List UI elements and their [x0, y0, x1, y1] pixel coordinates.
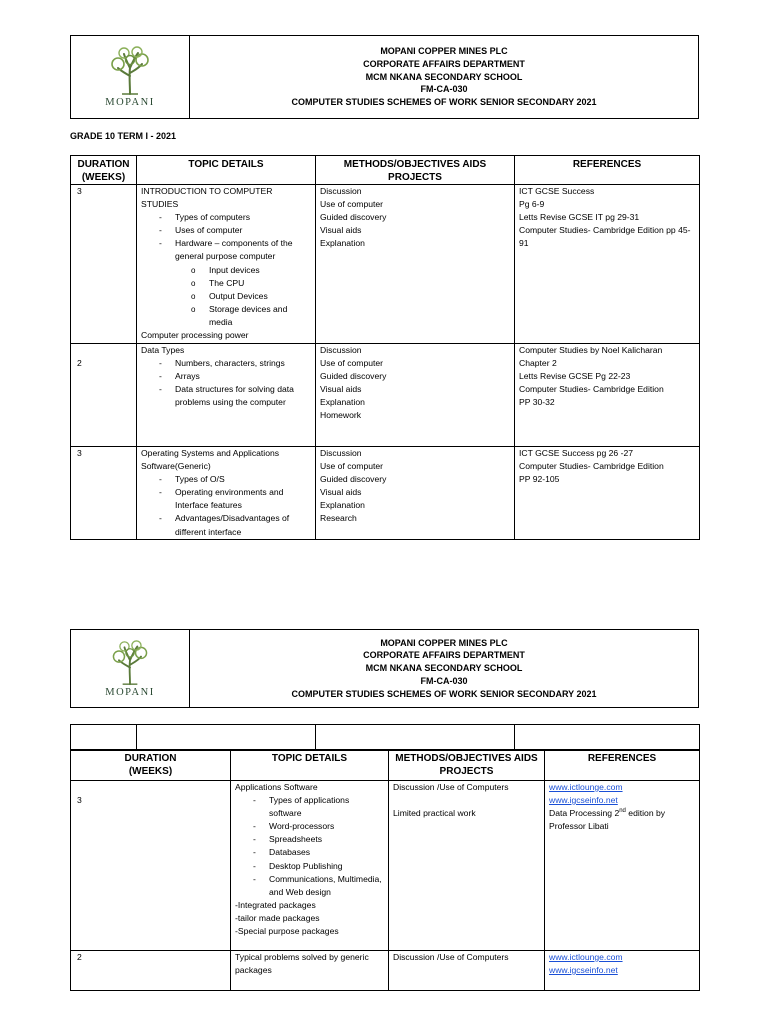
topic-cell: Operating Systems and Applications Software(Generic) - Types of O/S - Operating environments and Interface features - Advantages/Disadvantages of different interface — [137, 447, 316, 540]
table-row — [71, 344, 700, 447]
list-item: - Communications, Multimedia, and Web design — [269, 873, 384, 899]
department-name: CORPORATE AFFAIRS DEPARTMENT — [363, 650, 525, 661]
references-cell: ICT GCSE Success pg 26 -27 Computer Studies- Cambridge Edition PP 92-105 — [515, 447, 700, 540]
document-title: COMPUTER STUDIES SCHEMES OF WORK SENIOR SECONDARY 2021 — [291, 688, 597, 699]
tree-logo-icon — [107, 640, 153, 686]
methods-cell: Discussion /Use of Computers Limited practical work — [389, 781, 545, 951]
company-name: MOPANI COPPER MINES PLC — [380, 637, 508, 648]
document-header — [70, 35, 699, 119]
grade-term-label: GRADE 10 TERM I - 2021 — [70, 131, 177, 141]
list-item: - Data structures for solving data problems using the computer — [175, 383, 311, 409]
empty-header-row-table — [70, 724, 700, 751]
duration-cell: 3 — [71, 447, 137, 540]
list-item: o Storage devices and media — [209, 303, 311, 329]
logo-wordmark: MOPANI — [105, 686, 155, 698]
list-item: - Numbers, characters, strings — [175, 357, 311, 370]
table-row — [71, 185, 700, 344]
company-name: MOPANI COPPER MINES PLC — [380, 46, 508, 56]
duration-cell: 3 — [71, 185, 137, 344]
duration-cell: 2 — [71, 951, 231, 991]
references-cell: Computer Studies by Noel Kalicharan Chapter 2 Letts Revise GCSE Pg 22-23 Computer Studies- Cambridge Edition PP 30-32 — [515, 344, 700, 447]
duration-header: DURATION (WEEKS) — [71, 750, 231, 781]
ictlounge-link[interactable]: www.ictlounge.com — [549, 952, 623, 962]
methods-header: METHODS/OBJECTIVES AIDS PROJECTS — [316, 156, 515, 185]
school-name: MCM NKANA SECONDARY SCHOOL — [365, 663, 523, 674]
list-item: - Word-processors — [269, 820, 384, 833]
document-title: COMPUTER STUDIES SCHEMES OF WORK SENIOR SECONDARY 2021 — [291, 97, 597, 108]
table-row — [71, 447, 700, 540]
duration-cell: 2 — [71, 344, 137, 447]
topic-cell: Typical problems solved by generic packages — [231, 951, 389, 991]
mopani-logo — [71, 36, 190, 118]
topic-cell: INTRODUCTION TO COMPUTER STUDIES - Types of computers - Uses of computer - Hardware – components of the general purpose computer o Input devices o The CPU o Output Devices o Storage devices and media Computer processing power — [137, 185, 316, 344]
duration-header: DURATION (WEEKS) — [71, 156, 137, 185]
list-item: - Hardware – components of the general purpose computer o Input devices o The CPU o Output Devices o Storage devices and media — [175, 237, 311, 329]
table-row — [71, 951, 700, 991]
methods-cell: Discussion /Use of Computers — [389, 951, 545, 991]
school-name: MCM NKANA SECONDARY SCHOOL — [365, 71, 523, 82]
methods-header: METHODS/OBJECTIVES AIDS PROJECTS — [389, 750, 545, 781]
topic-cell: Data Types - Numbers, characters, strings - Arrays - Data structures for solving data problems using the computer — [137, 344, 316, 447]
references-cell — [545, 951, 700, 991]
igcseinfo-link[interactable]: www.igcseinfo.net — [549, 795, 618, 806]
form-code: FM-CA-030 — [420, 84, 468, 95]
methods-cell: Discussion Use of computer Guided discovery Visual aids Explanation Homework — [316, 344, 515, 447]
list-item: - Desktop Publishing — [269, 860, 384, 873]
scheme-table-1 — [70, 155, 700, 540]
methods-cell: Discussion Use of computer Guided discovery Visual aids Explanation — [316, 185, 515, 344]
references-header: REFERENCES — [515, 156, 700, 185]
list-item: - Databases — [269, 846, 384, 859]
list-item: - Advantages/Disadvantages of different interface — [175, 512, 311, 538]
header-lines — [190, 36, 698, 118]
ictlounge-link[interactable]: www.ictlounge.com — [549, 782, 623, 792]
logo-wordmark: MOPANI — [105, 97, 155, 108]
list-item: - Types of applications software — [269, 794, 384, 820]
list-item: - Operating environments and Interface features — [175, 486, 311, 512]
duration-cell: 3 — [71, 781, 231, 951]
list-item: - Spreadsheets — [269, 833, 384, 846]
references-header: REFERENCES — [545, 750, 700, 781]
form-code: FM-CA-030 — [420, 675, 468, 686]
table-header-row — [71, 750, 700, 781]
references-cell: ICT GCSE Success Pg 6-9 Letts Revise GCSE IT pg 29-31 Computer Studies- Cambridge Edition pp 45-91 — [515, 185, 700, 344]
reference-text: Data Processing 2nd edition by Professor Libati — [549, 808, 666, 832]
empty-row — [71, 725, 700, 751]
scheme-table-2 — [70, 749, 700, 991]
list-item: - Types of computers — [175, 211, 311, 224]
mopani-logo — [71, 630, 190, 707]
department-name: CORPORATE AFFAIRS DEPARTMENT — [363, 58, 525, 69]
list-item: - Arrays — [175, 370, 311, 383]
topic-cell: Applications Software - Types of applications software - Word-processors - Spreadsheets - Databases - Desktop Publishing - Communications, Multimedia, and Web design -Integrated packages -tailor made packages -Special purpose packages — [231, 781, 389, 951]
table-row — [71, 781, 700, 951]
list-item: - Types of O/S — [175, 473, 311, 486]
list-item: o Output Devices — [209, 290, 311, 303]
document-header — [70, 629, 699, 708]
references-cell — [545, 781, 700, 951]
list-item: - Uses of computer — [175, 224, 311, 237]
igcseinfo-link[interactable]: www.igcseinfo.net — [549, 965, 618, 976]
topic-header: TOPIC DETAILS — [137, 156, 316, 185]
list-item: o The CPU — [209, 277, 311, 290]
header-lines — [190, 630, 698, 707]
list-item: o Input devices — [209, 264, 311, 277]
tree-logo-icon — [106, 46, 154, 96]
table-header-row — [71, 156, 700, 185]
topic-header: TOPIC DETAILS — [231, 750, 389, 781]
methods-cell: Discussion Use of computer Guided discovery Visual aids Explanation Research — [316, 447, 515, 540]
